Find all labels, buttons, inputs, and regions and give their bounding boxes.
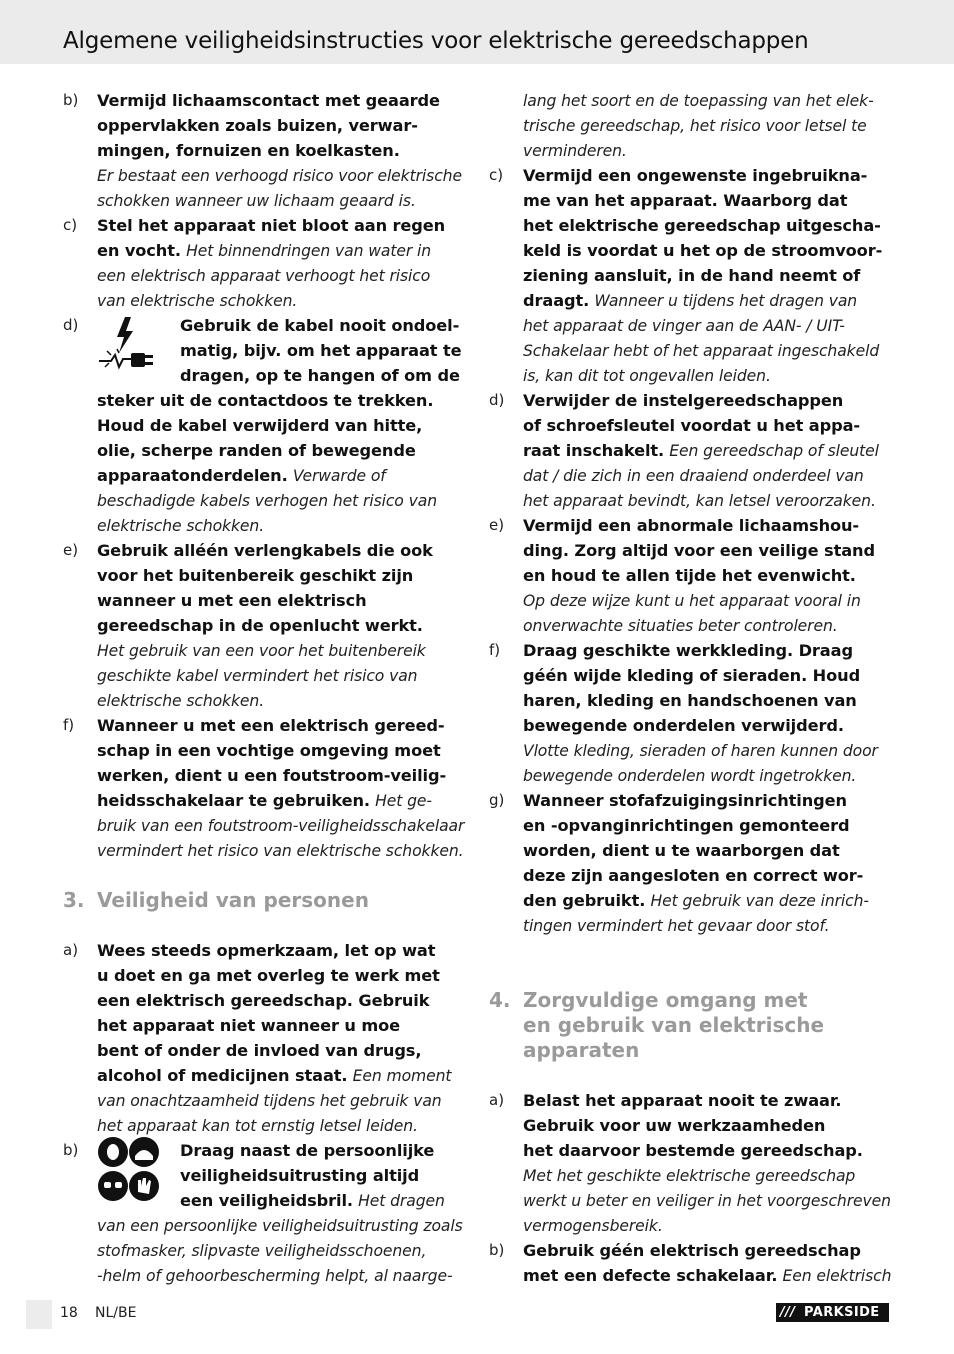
- text-line: veiligheidsuitrusting altijd: [180, 1166, 420, 1185]
- text-line: het apparaat niet wanneer u moe: [97, 1016, 401, 1035]
- text-line: van elektrische schokken.: [97, 292, 298, 310]
- text-line: raat inschakelt. Een gereedschap of sleutel: [523, 441, 879, 460]
- text-line: onverwachte situaties beter controleren.: [523, 617, 838, 635]
- section-heading-3: 3. Veiligheid van personen: [63, 888, 369, 912]
- list-item-f: f) Wanneer u met een elektrisch gereed-: [63, 716, 445, 735]
- text-line: Gebruik voor uw werkzaamheden: [523, 1116, 826, 1135]
- text-line: géén wijde kleding of sieraden. Houd: [523, 666, 861, 685]
- text-line: lang het soort en de toepassing van het elek-: [523, 92, 874, 110]
- text-line: werkt u beter en veiliger in het voorgeschreven: [523, 1192, 891, 1210]
- text-line: heidsschakelaar te gebruiken. Het ge-: [97, 791, 432, 810]
- text-line: is, kan dit tot ongevallen leiden.: [523, 367, 771, 385]
- text-line: Houd de kabel verwijderd van hitte,: [97, 416, 423, 435]
- page-number: 18: [60, 1305, 78, 1321]
- section-heading-4: 4. Zorgvuldige omgang met: [489, 988, 808, 1012]
- list-item-a: a) Wees steeds opmerkzaam, let op wat: [63, 941, 436, 960]
- text-line: dat / die zich in een draaiend onderdeel van: [523, 467, 864, 485]
- list-item-b: b) Vermijd lichaamscontact met geaarde: [63, 91, 440, 110]
- spacer: [63, 863, 467, 888]
- text-line: vermogensbereik.: [523, 1217, 663, 1235]
- text-line: bewegende onderdelen verwijderd.: [523, 716, 844, 735]
- text-line: elektrische schokken.: [97, 517, 265, 535]
- text-line: geschikte kabel vermindert het risico van: [97, 667, 418, 685]
- text-line: ziening aansluit, in de hand neemt of: [523, 266, 861, 285]
- text-line: bruik van een foutstroom-veiligheidsschakelaar: [97, 817, 465, 835]
- text-line: bewegende onderdelen wordt ingetrokken.: [523, 767, 857, 785]
- text-line: olie, scherpe randen of bewegende: [97, 441, 416, 460]
- text-line: deze zijn aangesloten en correct wor-: [523, 866, 864, 885]
- text-line: Er bestaat een verhoogd risico voor elektrische: [97, 167, 462, 185]
- spacer: [489, 1063, 894, 1088]
- text-line: tingen vermindert het gevaar door stof.: [523, 917, 830, 935]
- text-line: het apparaat kan tot ernstig letsel leiden.: [97, 1117, 418, 1135]
- text-line: beschadigde kabels verhogen het risico van: [97, 492, 437, 510]
- text-line: een elektrisch gereedschap. Gebruik: [97, 991, 430, 1010]
- spacer: [489, 963, 894, 988]
- text-line: keld is voordat u het op de stroomvoor-: [523, 241, 883, 260]
- text-line: Vlotte kleding, sieraden of haren kunnen door: [523, 742, 878, 760]
- text-line: en vocht. Het binnendringen van water in: [97, 241, 432, 260]
- list-item-f: f) Draag geschikte werkkleding. Draag: [489, 641, 853, 660]
- list-item-d: d) Verwijder de instelgereedschappen: [489, 391, 844, 410]
- text-line: Het gebruik van een voor het buitenbereik: [97, 642, 426, 660]
- text-line: verminderen.: [523, 142, 627, 160]
- list-item-c: c) Stel het apparaat niet bloot aan regen: [63, 216, 446, 235]
- brand-logo: /// PARKSIDE: [776, 1303, 889, 1322]
- text-line: ding. Zorg altijd voor een veilige stand: [523, 541, 875, 560]
- text-line: een elektrisch apparaat verhoogt het risico: [97, 267, 431, 285]
- list-item-a: a) Belast het apparaat nooit te zwaar.: [489, 1091, 842, 1110]
- text-line: en -opvanginrichtingen gemonteerd: [523, 816, 850, 835]
- text-line: alcohol of medicijnen staat. Een moment: [97, 1066, 452, 1085]
- text-line: of schroefsleutel voordat u het appa-: [523, 416, 861, 435]
- text-line: apparaatonderdelen. Verwarde of: [97, 466, 386, 485]
- text-line: wanneer u met een elektrisch: [97, 591, 367, 610]
- list-item-e: e) Vermijd een abnormale lichaamshou-: [489, 516, 860, 535]
- list-item-b: b) Draag naast de persoonlijke: [63, 1138, 467, 1163]
- list-item-d: d) Gebruik de kabel nooit ondoel-: [63, 313, 467, 338]
- list-item-e: e) Gebruik alléén verlengkabels die ook: [63, 541, 433, 560]
- text-line: bent of onder de invloed van drugs,: [97, 1041, 422, 1060]
- text-line: met een defecte schakelaar. Een elektrisch: [523, 1266, 892, 1285]
- text-line: me van het apparaat. Waarborg dat: [523, 191, 848, 210]
- text-line: draagt. Wanneer u tijdens het dragen van: [523, 291, 858, 310]
- list-item-b: b) Gebruik géén elektrisch gereedschap: [489, 1241, 861, 1260]
- left-column: [63, 88, 467, 1288]
- text-line: het apparaat bevindt, kan letsel veroorzaken.: [523, 492, 876, 510]
- text-line: vermindert het risico van elektrische schokken.: [97, 842, 464, 860]
- text-line: schokken wanneer uw lichaam geaard is.: [97, 192, 416, 210]
- text-line: gereedschap in de openlucht werkt.: [97, 616, 423, 635]
- text-line: mingen, fornuizen en koelkasten.: [97, 141, 400, 160]
- text-line: en houd te allen tijde het evenwicht.: [523, 566, 856, 585]
- section-heading-4-line: apparaten: [523, 1038, 640, 1062]
- text-line: steker uit de contactdoos te trekken.: [97, 391, 434, 410]
- text-line: Op deze wijze kunt u het apparaat vooral in: [523, 592, 861, 610]
- text-line: een veiligheidsbril. Het dragen: [180, 1191, 445, 1210]
- text-line: haren, kleding en handschoenen van: [523, 691, 857, 710]
- text-line: voor het buitenbereik geschikt zijn: [97, 566, 414, 585]
- section-heading-4-line: en gebruik van elektrische: [523, 1013, 825, 1037]
- right-column: [489, 88, 894, 1288]
- text-line: Schakelaar hebt of het apparaat ingeschakeld: [523, 342, 880, 360]
- text-line: van onachtzaamheid tijdens het gebruik van: [97, 1092, 442, 1110]
- list-item-g: g) Wanneer stofafzuigingsinrichtingen: [489, 791, 847, 810]
- page-title: Algemene veiligheidsinstructies voor elektrische gereedschappen: [63, 28, 809, 54]
- text-line: -helm of gehoorbescherming helpt, al naarge-: [97, 1267, 453, 1285]
- text-line: het elektrische gereedschap uitgescha-: [523, 216, 881, 235]
- text-line: werken, dient u een foutstroom-veilig-: [97, 766, 447, 785]
- text-line: u doet en ga met overleg te werk met: [97, 966, 440, 985]
- text-line: Met het geschikte elektrische gereedschap: [523, 1167, 856, 1185]
- text-line: trische gereedschap, het risico voor letsel te: [523, 117, 867, 135]
- text-line: den gebruikt. Het gebruik van deze inrich-: [523, 891, 869, 910]
- text-line: elektrische schokken.: [97, 692, 265, 710]
- text-line: schap in een vochtige omgeving moet: [97, 741, 441, 760]
- text-line: stofmasker, slipvaste veiligheidsschoenen,: [97, 1242, 427, 1260]
- language-code: NL/BE: [95, 1305, 137, 1321]
- spacer: [489, 938, 894, 963]
- text-line: het daarvoor bestemde gereedschap.: [523, 1141, 863, 1160]
- text-line: van een persoonlijke veiligheidsuitrusting zoals: [97, 1217, 463, 1235]
- list-item-c: c) Vermijd een ongewenste ingebruikna-: [489, 166, 868, 185]
- spacer: [63, 913, 467, 938]
- footer-marker: [26, 1300, 52, 1329]
- text-line: dragen, op te hangen of om de: [180, 366, 460, 385]
- text-line: matig, bijv. om het apparaat te: [180, 341, 462, 360]
- text-line: het apparaat de vinger aan de AAN- / UIT-: [523, 317, 845, 335]
- text-line: oppervlakken zoals buizen, verwar-: [97, 116, 418, 135]
- text-line: worden, dient u te waarborgen dat: [523, 841, 840, 860]
